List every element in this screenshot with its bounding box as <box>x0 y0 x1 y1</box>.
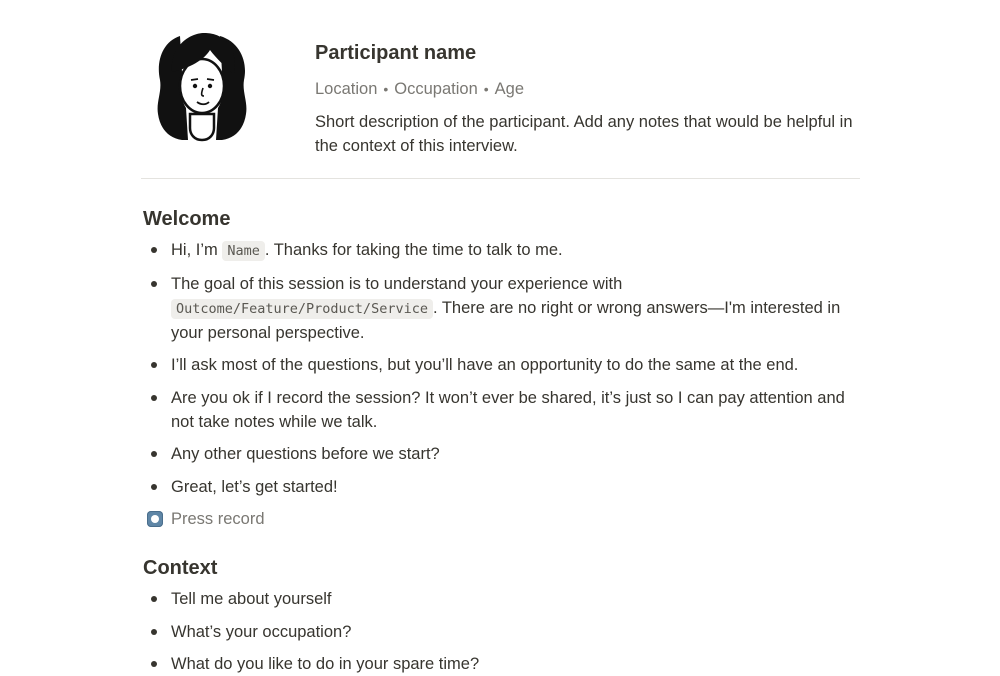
list-item[interactable]: Tell me about yourself <box>143 587 858 611</box>
list-item-text: . There are no right or wrong answers—I'm interested in your personal perspective. <box>171 298 841 342</box>
list-item[interactable]: Are you ok if I record the session? It won’t ever be shared, it’s just so I can pay attention and not take notes while we talk. <box>143 386 858 434</box>
welcome-section <box>143 206 858 531</box>
participant-profile <box>315 40 860 158</box>
list-item-text: Hi, I’m <box>171 241 223 259</box>
inline-code: Outcome/Feature/Product/Service <box>171 299 433 319</box>
list-item[interactable]: Any other questions before we start? <box>143 442 858 466</box>
list-item[interactable]: What do you like to do in your spare time? <box>143 652 858 676</box>
divider <box>141 178 860 179</box>
list-item[interactable]: What’s your occupation? <box>143 620 858 644</box>
list-item[interactable]: I’ll ask most of the questions, but you’ll have an opportunity to do the same at the end. <box>143 353 858 377</box>
participant-location: Location <box>315 80 378 98</box>
participant-avatar-icon <box>150 28 254 144</box>
participant-age: Age <box>494 80 525 98</box>
record-button-icon <box>147 511 163 527</box>
context-section <box>143 555 858 676</box>
list-item[interactable] <box>143 238 858 263</box>
participant-description[interactable]: Short description of the participant. Add any notes that would be helpful in the context of this interview. <box>315 113 853 155</box>
separator-dot: • <box>483 81 489 97</box>
list-item-text: . Thanks for taking the time to talk to me. <box>264 241 563 259</box>
press-record-item[interactable] <box>143 507 858 531</box>
inline-code: Name <box>222 241 265 261</box>
context-heading[interactable]: Context <box>143 557 218 579</box>
list-item-text: The goal of this session is to understand your experience with <box>171 274 623 293</box>
press-record-label: Press record <box>171 510 265 528</box>
welcome-list <box>143 238 858 499</box>
list-item[interactable] <box>143 272 858 345</box>
participant-name[interactable]: Participant name <box>315 42 477 64</box>
context-list <box>143 587 858 676</box>
separator-dot: • <box>383 81 389 97</box>
welcome-heading[interactable]: Welcome <box>143 208 231 230</box>
participant-occupation: Occupation <box>394 80 478 98</box>
list-item[interactable]: Great, let’s get started! <box>143 475 858 499</box>
participant-meta <box>315 78 860 100</box>
